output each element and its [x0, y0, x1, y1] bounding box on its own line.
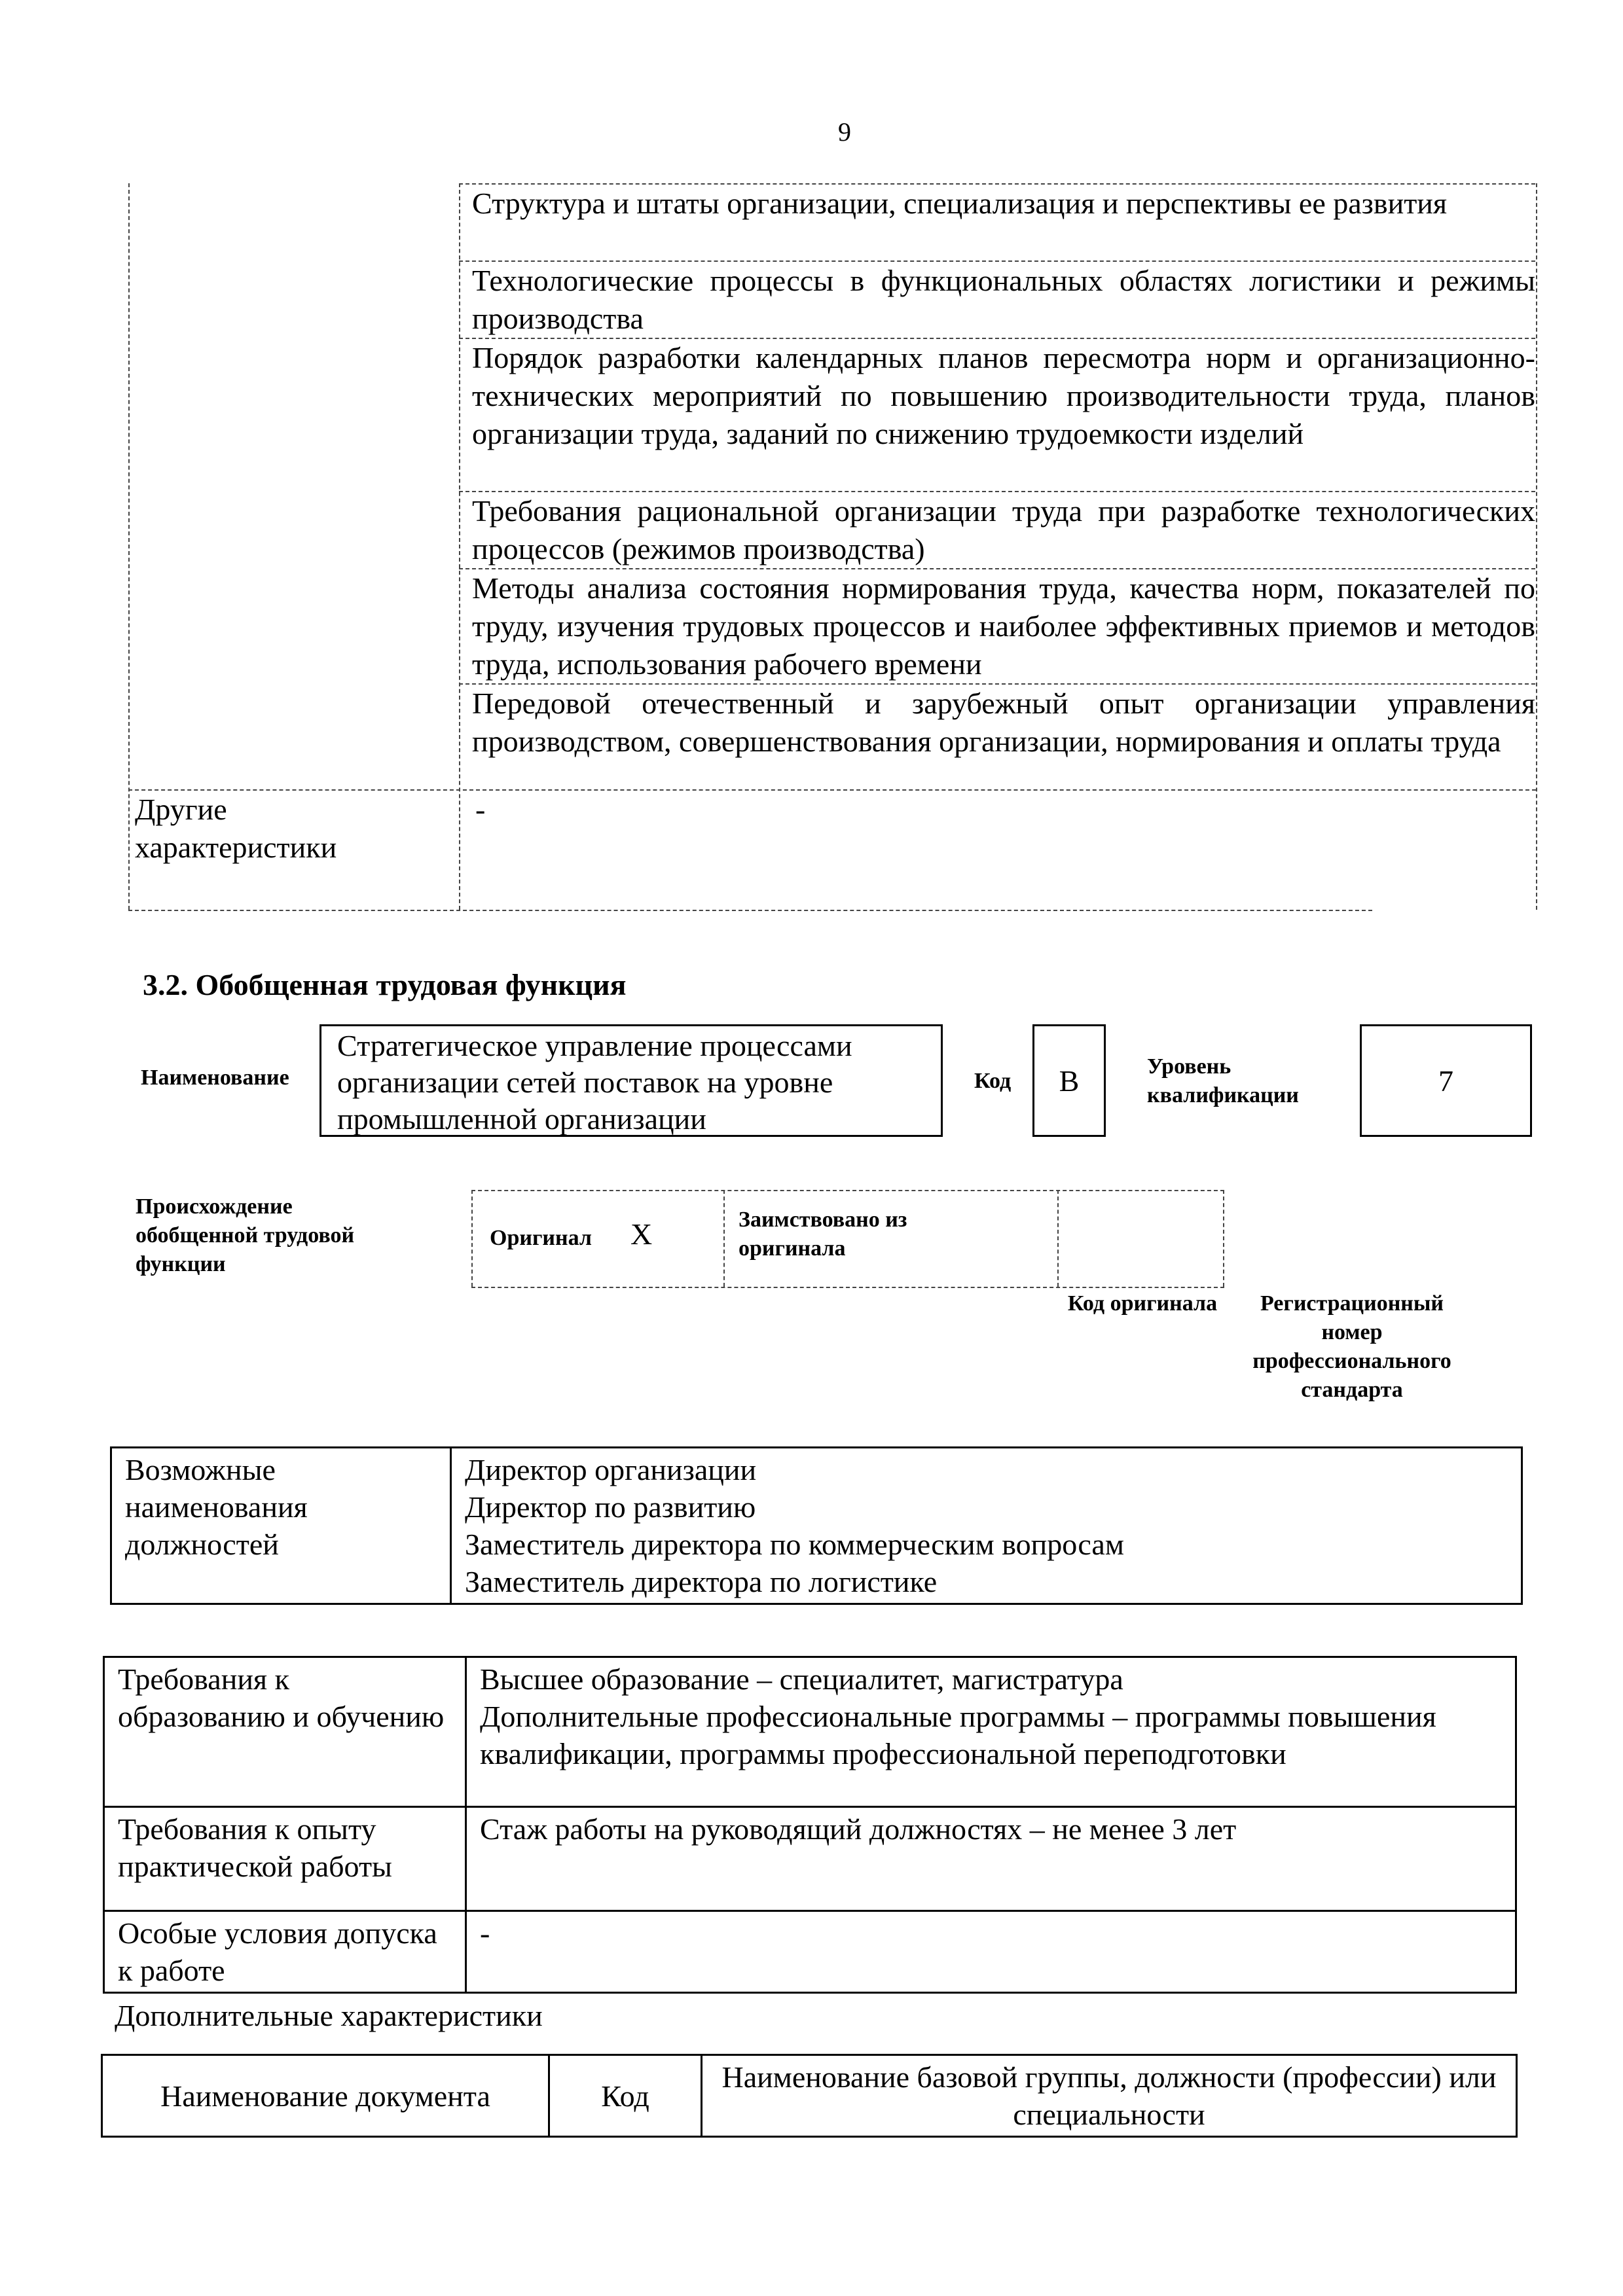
positions-label: Возможные наименования должностей [111, 1448, 451, 1604]
knowledge-item: Структура и штаты организации, специализация и перспективы ее развития [472, 187, 1448, 220]
code-box [1032, 1024, 1106, 1137]
page-number: 9 [838, 117, 851, 147]
requirements-table [103, 1656, 1517, 1994]
additional-title: Дополнительные характеристики [115, 1999, 543, 2032]
name-label: Наименование [141, 1066, 289, 1090]
requirement-label: Особые условия допуска к работе [104, 1911, 466, 1993]
code-label: Код [974, 1069, 1012, 1093]
table-row [459, 338, 1535, 453]
origin-left-line [471, 1190, 473, 1287]
origin-divider [723, 1190, 725, 1287]
code-original-label: Код оригинала [1067, 1291, 1218, 1316]
origin-top-line [471, 1190, 1224, 1191]
requirement-line: Дополнительные профессиональные программы – программы повышения квалификации, программы профессиональной переподготовки [480, 1700, 1436, 1770]
positions-list [451, 1448, 1522, 1604]
origin-divider [1057, 1190, 1059, 1287]
requirement-line: Высшее образование – специалитет, магистратура [480, 1662, 1123, 1696]
original-mark: X [630, 1217, 653, 1251]
table-row [459, 183, 1535, 223]
table-row [459, 568, 1535, 683]
header-code: Код [549, 2055, 702, 2137]
table-header-row [102, 2055, 1517, 2137]
reg-number-label: Регистрационный номер профессионального стандарта [1252, 1291, 1451, 1402]
requirement-label: Требования к образованию и обучению [104, 1657, 466, 1807]
knowledge-item: Технологические процессы в функциональных областях логистики и режимы производства [472, 264, 1535, 335]
knowledge-item: Порядок разработки календарных планов пересмотра норм и организационно-технических мероприятий по повышению производительности труда, планов организации труда, заданий по снижению трудоемкости изделий [472, 341, 1535, 450]
requirement-line: - [480, 1916, 490, 1950]
name-value: Стратегическое управление процессами организации сетей поставок на уровне промышленной организации [337, 1029, 852, 1136]
table-row [459, 260, 1535, 338]
level-value: 7 [1438, 1064, 1453, 1098]
requirement-label: Требования к опыту практической работы [104, 1807, 466, 1911]
level-label: Уровень квалификации [1147, 1054, 1299, 1107]
table-row [459, 491, 1535, 568]
requirement-line: Стаж работы на руководящий должностях – не менее 3 лет [480, 1812, 1237, 1846]
header-document: Наименование документа [102, 2055, 549, 2137]
knowledge-item: Передовой отечественный и зарубежный опыт организации управления производством, совершенствования организации, нормирования и оплаты труда [472, 687, 1535, 758]
code-value: B [1059, 1064, 1080, 1098]
table-row [111, 1448, 1522, 1604]
table-row [104, 1911, 1516, 1993]
other-row [128, 789, 1536, 864]
table-left-border [128, 183, 130, 910]
table-bottom-border [128, 910, 1372, 911]
origin-bottom-line [471, 1287, 1224, 1288]
list-item: Директор по развитию [465, 1490, 756, 1524]
table-row [104, 1657, 1516, 1807]
table-row [104, 1807, 1516, 1911]
name-box [319, 1024, 943, 1137]
list-item: Заместитель директора по логистике [465, 1565, 938, 1598]
list-item: Заместитель директора по коммерческим вопросам [465, 1528, 1124, 1561]
positions-table [110, 1446, 1523, 1605]
requirement-value [466, 1911, 1516, 1993]
list-item: Директор организации [465, 1453, 757, 1486]
original-label: Оригинал [490, 1226, 592, 1250]
level-box [1360, 1024, 1532, 1137]
borrowed-label: Заимствовано из оригинала [739, 1208, 907, 1261]
table-right-border [1536, 183, 1537, 910]
additional-table [101, 2054, 1518, 2138]
section-title: 3.2. Обобщенная трудовая функция [143, 968, 627, 1001]
other-label: Другие характеристики [135, 793, 337, 864]
requirement-value [466, 1657, 1516, 1807]
header-group: Наименование базовой группы, должности (профессии) или специальности [702, 2055, 1517, 2137]
origin-label: Происхождение обобщенной трудовой функции [136, 1194, 355, 1276]
origin-divider [1223, 1190, 1224, 1287]
other-value: - [475, 793, 486, 826]
knowledge-item: Методы анализа состояния нормирования труда, качества норм, показателей по труду, изучения трудовых процессов и наиболее эффективных приемов и методов труда, использования рабочего времени [472, 571, 1535, 681]
knowledge-item: Требования рациональной организации труда при разработке технологических процессов (режимов производства) [472, 494, 1535, 565]
requirement-value [466, 1807, 1516, 1911]
table-row [459, 683, 1535, 761]
